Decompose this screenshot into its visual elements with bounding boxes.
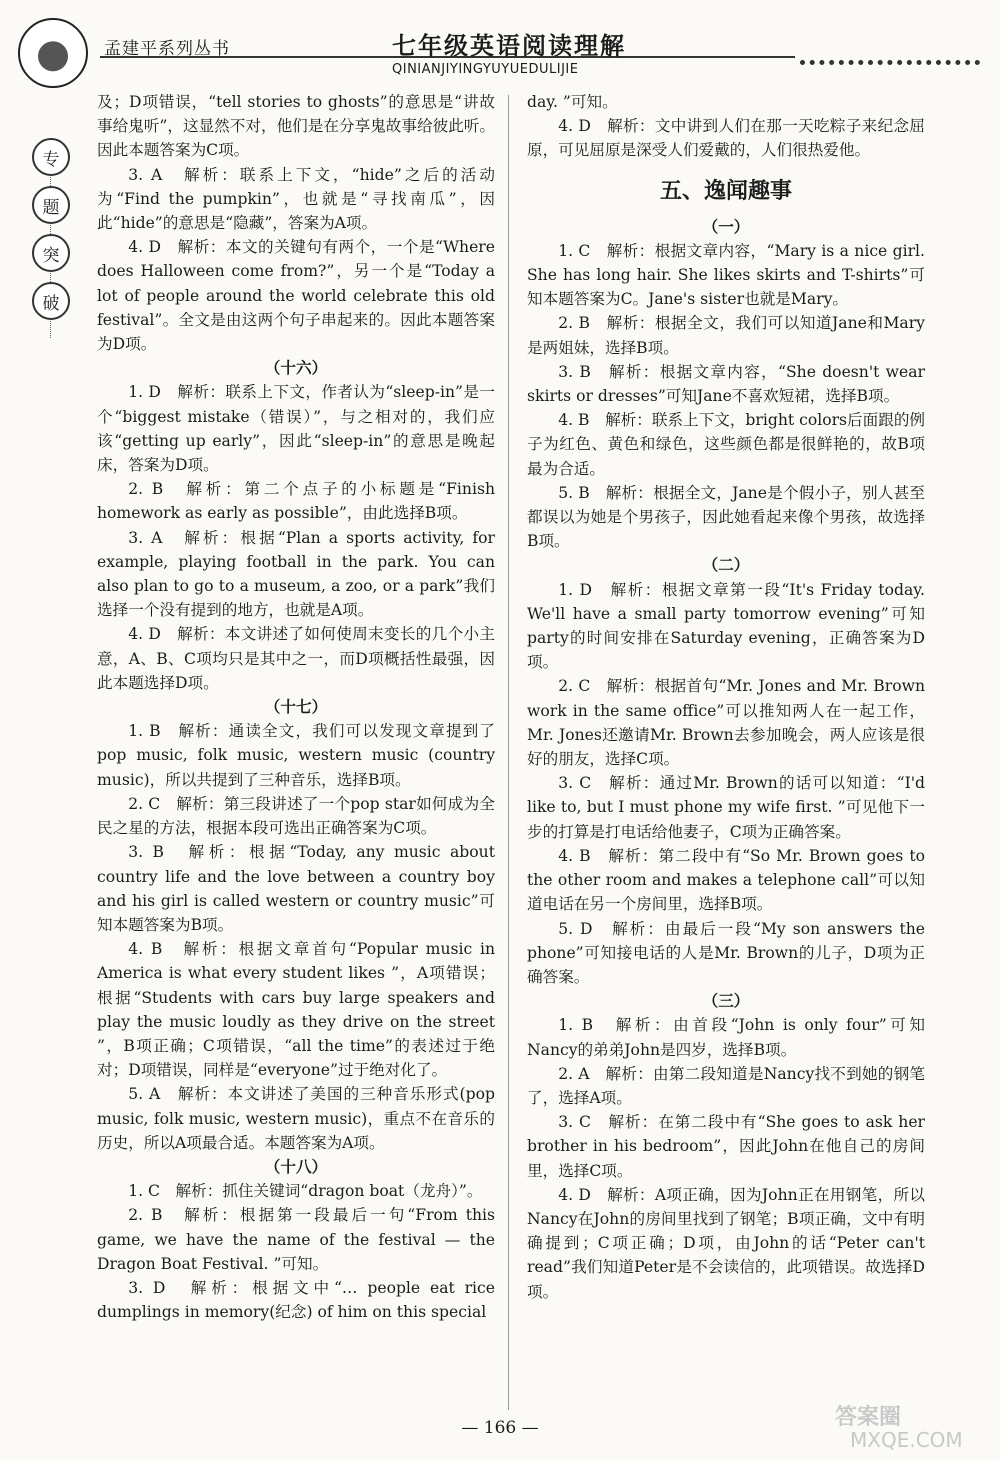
left-column — [97, 90, 495, 1324]
answer-paragraph: 4. D 解析：A项正确，因为John正在用钢笔，所以Nancy在John的房间里找到了钢笔；B项正确，文中有明确提到；C项正确；D项，由John的话“Peter can't read”我们知道Peter是不会读信的，此项错误。故选择D项。 — [527, 1185, 925, 1301]
page-number: — 166 — — [461, 1418, 539, 1438]
answer-paragraph: 1. D 解析：联系上下文，作者认为“sleep-in”是一个“biggest mistake（错误）”，与之相对的，我们应该“getting up early”，因此“sleep-in”的意思是晚起床，答案为D项。 — [97, 383, 495, 475]
watermark-url: MXQE.COM — [850, 1428, 963, 1452]
answer-paragraph: 3. C 解析：通过Mr. Brown的话可以知道：“I'd like to, but I must phone my wife first. ”可见他下一步的打算是打电话给他妻子，C项为正确答案。 — [527, 774, 925, 841]
subsection-heading: （三） — [702, 991, 750, 1011]
answer-paragraph: 1. B 解析：由首段“John is only four”可知Nancy的弟弟John是四岁，选择B项。 — [527, 1016, 925, 1059]
book-title-pinyin: QINIANJIYINGYUYUEDULIJIE — [392, 62, 579, 77]
side-tab-char: 突 — [32, 234, 70, 272]
book-title: 七年级英语阅读理解 — [392, 31, 626, 60]
subsection-heading: （一） — [702, 216, 750, 236]
answer-paragraph: 2. C 解析：第三段讲述了一个pop star如何成为全民之星的方法，根据本段可选出正确答案为C项。 — [97, 794, 495, 838]
answer-paragraph: 2. B 解析：根据第一段最后一句“From this game, we have the name of the festival — the Dragon Boat Festival. ”可知。 — [97, 1206, 495, 1273]
answer-paragraph: 1. B 解析：通读全文，我们可以发现文章提到了pop music, folk music, western music (country music)，所以共提到了三种音乐，选择B项。 — [97, 722, 495, 789]
answer-paragraph: 5. D 解析：由最后一段“My son answers the phone”可知接电话的人是Mr. Brown的儿子，D项为正确答案。 — [527, 919, 925, 986]
watermark-logo: 答案圈 — [835, 1405, 902, 1430]
answer-paragraph: 3. A 解析：根据“Plan a sports activity, for example, playing football in the park. You can also plan to go to a museum, a zoo, or a park”我们选择一个没有提到的地方，也就是A项。 — [97, 528, 495, 620]
answer-paragraph: 及；D项错误，“tell stories to ghosts”的意思是“讲故事给鬼听”，这显然不对，他们是在分享鬼故事给彼此听。因此本题答案为C项。 — [97, 93, 495, 160]
page-header — [0, 0, 1000, 95]
answer-paragraph: 3. C 解析：在第二段中有“She goes to ask her brother in his bedroom”，因此John在他自己的房间里，选择C项。 — [527, 1113, 925, 1180]
answer-paragraph: 4. D 解析：本文讲述了如何使周末变长的几个小主意，A、B、C项均只是其中之一，而D项概括性最强，因此本题选择D项。 — [97, 625, 495, 692]
section-heading: 五、逸闻趣事 — [659, 177, 792, 204]
answer-paragraph: 1. C 解析：根据文章内容，“Mary is a nice girl. She has long hair. She likes skirts and T-shirts”可知本题答案为C。Jane's sister也就是Mary。 — [527, 241, 925, 309]
series-name: 孟建平系列丛书 — [104, 39, 230, 59]
answer-paragraph: 3. B 解析：根据文章内容，“She doesn't wear skirts or dresses”可知Jane不喜欢短裙，选择B项。 — [527, 362, 925, 406]
right-column — [527, 90, 925, 1304]
series-logo — [18, 18, 88, 88]
side-tab-char: 题 — [32, 186, 70, 224]
answer-paragraph: 3. A 解析：联系上下文，“hide”之后的活动为“Find the pumpkin”，也就是“寻找南瓜”，因此“hide”的意思是“隐藏”，答案为A项。 — [97, 165, 495, 233]
answer-paragraph: 5. A 解析：本文讲述了美国的三种音乐形式(pop music, folk music, western music)，重点不在音乐的历史，所以A项最合适。本题答案为A项。 — [97, 1085, 495, 1152]
side-tab-char: 破 — [32, 282, 70, 320]
answer-paragraph: 2. C 解析：根据首句“Mr. Jones and Mr. Brown work in the same office”可以推知两人在一起工作，Mr. Jones还邀请Mr. Brown去参加晚会，两人应该是很好的朋友，选择C项。 — [527, 677, 925, 769]
answer-paragraph: 4. D 解析：文中讲到人们在那一天吃粽子来纪念屈原，可见屈原是深受人们爱戴的，人们很热爱他。 — [527, 117, 925, 160]
answer-paragraph: 4. B 解析：第二段中有“So Mr. Brown goes to the other room and makes a telephone call”可以知道电话在另一个房间里，选择B项。 — [527, 846, 925, 914]
answer-paragraph: 4. B 解析：根据文章首句“Popular music in America is what every student likes ”，A项错误；根据“Students with cars buy large speakers and play the music loudly as they drive on the street ”，B项正确；C项错误，“all the time”的表述过于绝对；D项错误，同样是“everyone”过于绝对化了。 — [97, 940, 495, 1080]
side-tab — [32, 138, 72, 330]
answer-paragraph: 1. D 解析：根据文章第一段“It's Friday today. We'll have a small party tomorrow evening”可知party的时间安排在Saturday evening，正确答案为D项。 — [527, 580, 925, 672]
answer-paragraph: 3. D 解析：根据文中“… people eat rice dumplings in memory(纪念) of him on this special — [97, 1278, 495, 1322]
answer-paragraph: 3. B 解析：根据“Today, any music about country life and the love between a country boy and his girl is called western or country music”可知本题答案为B项。 — [97, 843, 495, 934]
answer-paragraph: 4. D 解析：本文的关键句有两个，一个是“Where does Halloween come from?”，另一个是“Today a lot of people around the world celebrate this old festival”。全文是由这两个句子串起来的。因此本题答案为D项。 — [97, 238, 495, 354]
side-tab-char: 专 — [32, 138, 70, 176]
subsection-heading: （二） — [702, 555, 750, 575]
header-dots — [800, 60, 980, 65]
answer-paragraph: day. ”可知。 — [527, 93, 618, 111]
answer-paragraph: 2. B 解析：根据全文，我们可以知道Jane和Mary是两姐妹，选择B项。 — [527, 314, 925, 357]
subsection-heading: （十六） — [264, 358, 328, 378]
column-divider — [508, 95, 509, 1410]
answer-paragraph: 2. A 解析：由第二段知道是Nancy找不到她的钢笔了，选择A项。 — [527, 1064, 925, 1107]
answer-paragraph: 4. B 解析：联系上下文，bright colors后面跟的例子为红色、黄色和绿色，这些颜色都是很鲜艳的，故B项最为合适。 — [527, 411, 926, 478]
answer-paragraph: 5. B 解析：根据全文，Jane是个假小子，别人甚至都误以为她是个男孩子，因此她看起来像个男孩，故选择B项。 — [527, 483, 925, 551]
subsection-heading: （十七） — [264, 697, 328, 717]
answer-paragraph: 2. B 解析：第二个点子的小标题是“Finish homework as early as possible”，由此选择B项。 — [97, 480, 495, 523]
answer-paragraph: 1. C 解析：抓住关键词“dragon boat（龙舟）”。 — [128, 1182, 483, 1201]
subsection-heading: （十八） — [264, 1156, 328, 1176]
